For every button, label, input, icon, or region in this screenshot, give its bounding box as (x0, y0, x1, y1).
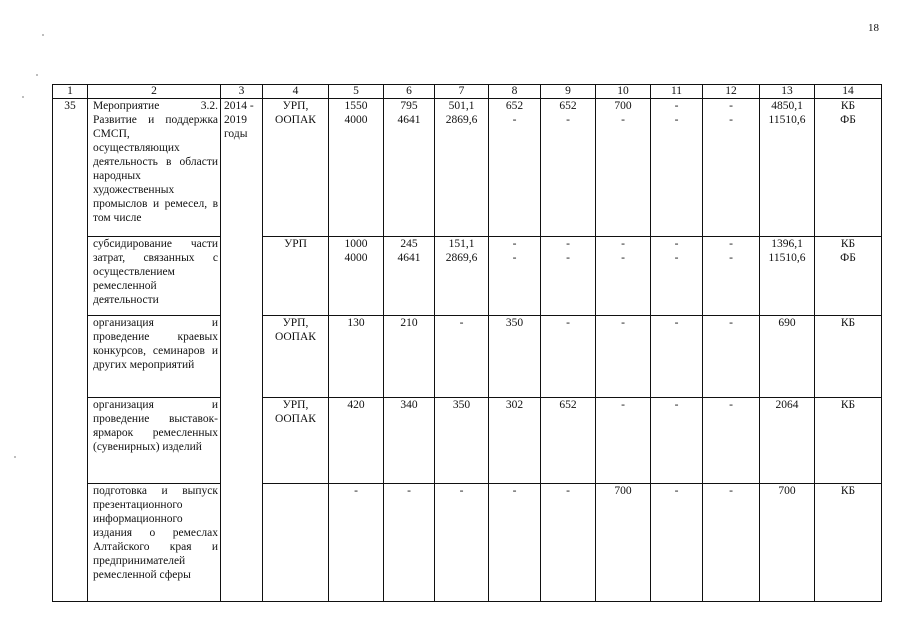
cell-value: - (729, 485, 733, 497)
cell-value: КБ (840, 399, 856, 411)
cell-value: - (674, 100, 679, 112)
cell-value: 652 (559, 399, 577, 411)
cell-value: - (566, 317, 570, 329)
cell-value: 690 (778, 317, 796, 329)
executor-cell: УРП, ООПАК (263, 99, 329, 237)
table-row (53, 316, 882, 398)
cell-value: - (674, 238, 679, 250)
cell-value: - (621, 399, 625, 411)
value-cell (489, 316, 541, 398)
cell-value: - (729, 100, 733, 112)
cell-value: 11510,6 (768, 252, 806, 264)
cell-value: - (512, 485, 517, 497)
cell-value: - (674, 399, 679, 411)
table-row (53, 484, 882, 602)
cell-value: - (621, 252, 625, 264)
activity-description: организация и проведение краевых конкурсов, семинаров и других мероприятий (88, 316, 221, 398)
cell-value: ФБ (840, 252, 856, 264)
cell-value: 2869,6 (445, 252, 478, 264)
cell-value: 420 (347, 399, 365, 411)
cell-value: 1000 (344, 238, 368, 250)
value-cell (815, 99, 882, 237)
header-cell: 10 (596, 85, 651, 99)
cell-value: 302 (505, 399, 524, 411)
header-row (53, 85, 882, 99)
cell-value: КБ (840, 485, 856, 497)
value-cell (384, 99, 435, 237)
value-cell (435, 484, 489, 602)
cell-value: 700 (614, 100, 632, 112)
cell-value: - (566, 252, 570, 264)
value-cell (329, 398, 384, 484)
row-number: 35 (53, 99, 88, 602)
cell-value: - (354, 485, 358, 497)
cell-value: - (729, 114, 733, 126)
budget-table (52, 84, 882, 602)
value-cell (760, 237, 815, 316)
cell-value: - (512, 114, 517, 126)
cell-value: - (512, 238, 517, 250)
cell-value: 1396,1 (771, 238, 803, 250)
value-cell (651, 316, 703, 398)
value-cell (435, 398, 489, 484)
value-cell (596, 484, 651, 602)
value-cell (541, 398, 596, 484)
value-cell (384, 316, 435, 398)
executor-cell: УРП (263, 237, 329, 316)
cell-value: - (621, 317, 625, 329)
value-cell (489, 99, 541, 237)
header-cell: 4 (263, 85, 329, 99)
cell-value: - (674, 114, 679, 126)
value-cell (329, 237, 384, 316)
cell-value: 501,1 (448, 100, 475, 112)
cell-value: 4000 (344, 114, 368, 126)
cell-value: 700 (614, 485, 632, 497)
cell-value: - (674, 252, 679, 264)
value-cell (703, 398, 760, 484)
value-cell (384, 237, 435, 316)
value-cell (703, 316, 760, 398)
cell-value: 350 (452, 399, 471, 411)
value-cell (541, 237, 596, 316)
value-cell (596, 99, 651, 237)
header-cell: 11 (651, 85, 703, 99)
cell-value: 795 (400, 100, 418, 112)
cell-value: 652 (559, 100, 577, 112)
cell-value: - (566, 485, 570, 497)
cell-value: - (621, 238, 625, 250)
header-cell: 7 (435, 85, 489, 99)
page-number: 18 (868, 22, 879, 34)
scan-speck (42, 34, 44, 36)
cell-value: 11510,6 (768, 114, 806, 126)
cell-value: - (621, 114, 625, 126)
cell-value: - (674, 317, 679, 329)
value-cell (596, 398, 651, 484)
value-cell (435, 99, 489, 237)
value-cell (703, 484, 760, 602)
cell-value: 245 (400, 238, 418, 250)
cell-value: 1550 (344, 100, 368, 112)
header-cell: 5 (329, 85, 384, 99)
value-cell (815, 237, 882, 316)
value-cell (489, 484, 541, 602)
header-cell: 14 (815, 85, 882, 99)
header-cell: 13 (760, 85, 815, 99)
value-cell (489, 237, 541, 316)
cell-value: - (674, 485, 679, 497)
cell-value: ФБ (840, 114, 856, 126)
value-cell (435, 237, 489, 316)
header-cell: 3 (221, 85, 263, 99)
scan-speck (14, 456, 16, 458)
activity-description: субсидирование части затрат, связанных с осуществлением ремесленной деятельности (88, 237, 221, 316)
cell-value: КБ (840, 317, 856, 329)
value-cell (703, 237, 760, 316)
cell-value: - (512, 252, 517, 264)
value-cell (329, 316, 384, 398)
cell-value: 4641 (397, 252, 421, 264)
cell-value: 340 (400, 399, 418, 411)
scan-speck (36, 74, 38, 76)
value-cell (651, 99, 703, 237)
cell-value: - (407, 485, 411, 497)
cell-value: - (729, 238, 733, 250)
table-row (53, 398, 882, 484)
header-cell: 12 (703, 85, 760, 99)
table-row (53, 99, 882, 237)
value-cell (329, 99, 384, 237)
cell-value: 130 (347, 317, 365, 329)
cell-value: 4850,1 (771, 100, 803, 112)
value-cell (760, 99, 815, 237)
activity-description: организация и проведение выставок-ярмарок ремесленных (сувенирных) изделий (88, 398, 221, 484)
cell-value: 151,1 (448, 238, 475, 250)
value-cell (596, 237, 651, 316)
activity-description: Мероприятие 3.2. Развитие и поддержка СМСП, осуществляющих деятельность в области народных художественных промыслов и ремесел, в том числе (88, 99, 221, 237)
header-cell: 2 (88, 85, 221, 99)
value-cell (384, 484, 435, 602)
header-cell: 8 (489, 85, 541, 99)
value-cell (541, 99, 596, 237)
value-cell (541, 316, 596, 398)
value-cell (760, 484, 815, 602)
cell-value: КБ (840, 238, 856, 250)
cell-value: - (459, 485, 464, 497)
cell-value: 2064 (775, 399, 799, 411)
value-cell (384, 398, 435, 484)
table-row (53, 237, 882, 316)
value-cell (760, 398, 815, 484)
cell-value: 2869,6 (445, 114, 478, 126)
value-cell (541, 484, 596, 602)
executor-cell: УРП, ООПАК (263, 398, 329, 484)
cell-value: 4000 (344, 252, 368, 264)
activity-description: подготовка и выпуск презентационного информационного издания о ремеслах Алтайского края и предпринимателей ремесленной сферы (88, 484, 221, 602)
value-cell (489, 398, 541, 484)
executor-cell (263, 484, 329, 602)
cell-value: - (566, 114, 570, 126)
header-cell: 1 (53, 85, 88, 99)
cell-value: - (459, 317, 464, 329)
cell-value: - (729, 399, 733, 411)
cell-value: КБ (840, 100, 856, 112)
cell-value: - (729, 252, 733, 264)
cell-value: - (729, 317, 733, 329)
cell-value: 4641 (397, 114, 421, 126)
value-cell (815, 316, 882, 398)
value-cell (435, 316, 489, 398)
value-cell (760, 316, 815, 398)
scan-speck (22, 96, 24, 98)
cell-value: - (566, 238, 570, 250)
cell-value: 350 (505, 317, 524, 329)
value-cell (651, 237, 703, 316)
executor-cell: УРП, ООПАК (263, 316, 329, 398)
header-cell: 6 (384, 85, 435, 99)
value-cell (815, 484, 882, 602)
value-cell (596, 316, 651, 398)
header-cell: 9 (541, 85, 596, 99)
value-cell (329, 484, 384, 602)
value-cell (651, 398, 703, 484)
cell-value: 210 (400, 317, 418, 329)
value-cell (815, 398, 882, 484)
cell-value: 700 (778, 485, 796, 497)
cell-value: 652 (505, 100, 524, 112)
value-cell (703, 99, 760, 237)
value-cell (651, 484, 703, 602)
period-cell: 2014 - 2019 годы (221, 99, 263, 602)
